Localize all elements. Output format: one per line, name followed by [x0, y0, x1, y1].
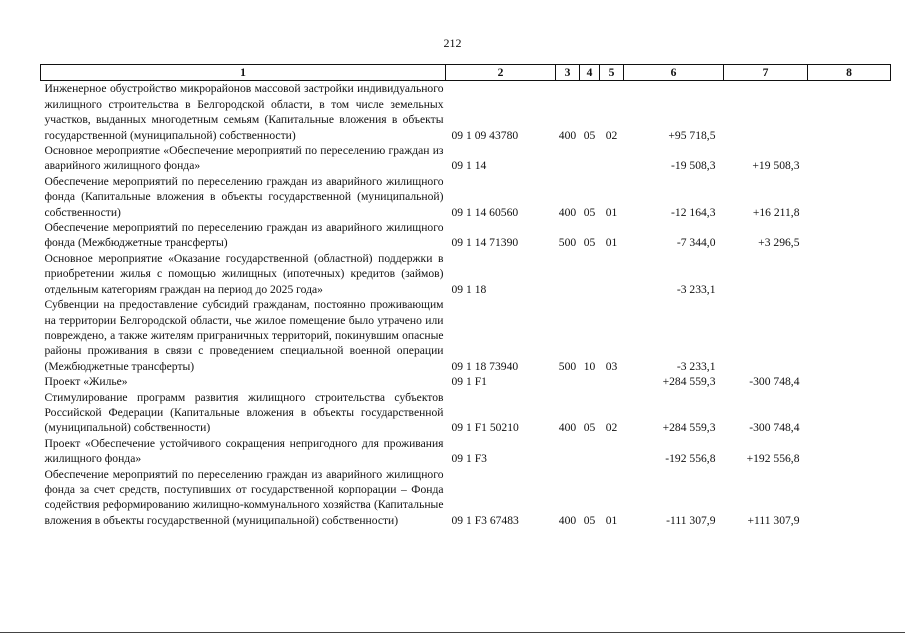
amount-col-8 — [808, 174, 891, 220]
table-row — [41, 220, 891, 251]
amount-col-6: -12 164,3 — [671, 205, 716, 219]
page-bottom-divider — [0, 632, 905, 633]
item-name: Инженерное обустройство микрорайонов массовой застройки индивидуального жилищного строительства в Белгородской области, в том числе земельных участков, выданных многодетным семьям (Капитальные вложения в объекты государственной (муниципальной) собственности) — [44, 82, 444, 142]
table-row — [41, 81, 891, 143]
amount-col-6: -19 508,3 — [671, 159, 716, 173]
header-col-1: 1 — [41, 65, 446, 81]
amount-col-6: +95 718,5 — [668, 128, 716, 142]
amount-col-8 — [808, 297, 891, 374]
item-name: Основное мероприятие «Оказание государственной (областной) поддержки в приобретении жилья с помощью жилищных (ипотечных) кредитов (займов) отдельным категориям граждан на период до 2025 года» — [44, 251, 444, 296]
amount-col-6: -192 556,8 — [665, 452, 716, 466]
expense-type: 400 — [558, 128, 577, 142]
expense-type: 500 — [558, 236, 577, 250]
budget-code: 09 1 14 60560 — [451, 205, 519, 219]
page-number: 212 — [443, 36, 462, 50]
amount-col-6: -7 344,0 — [676, 236, 716, 250]
expense-type: 400 — [558, 421, 577, 435]
amount-col-7: -300 748,4 — [749, 375, 800, 389]
header-col-2: 2 — [446, 65, 556, 81]
expense-type — [556, 436, 580, 467]
budget-code: 09 1 09 43780 — [451, 128, 519, 142]
item-name: Проект «Обеспечение устойчивого сокращения непригодного для проживания жилищного фонда» — [44, 436, 444, 466]
expense-type: 400 — [558, 513, 577, 527]
amount-col-8 — [808, 467, 891, 529]
section-code — [580, 374, 600, 389]
section-code — [580, 251, 600, 297]
amount-col-7: +19 508,3 — [752, 159, 800, 173]
amount-col-8 — [808, 374, 891, 389]
header-col-4: 4 — [580, 65, 600, 81]
table-row — [41, 297, 891, 374]
header-col-5: 5 — [600, 65, 624, 81]
expense-type: 500 — [558, 359, 577, 373]
subsection-code: 01 — [605, 236, 618, 250]
section-code: 05 — [583, 513, 596, 527]
item-name: Обеспечение мероприятий по переселению граждан из аварийного жилищного фонда (Межбюджетные трансферты) — [44, 221, 444, 250]
amount-col-7 — [724, 297, 808, 374]
subsection-code: 03 — [605, 359, 618, 373]
amount-col-6: +284 559,3 — [662, 421, 716, 435]
header-col-7: 7 — [724, 65, 808, 81]
item-name: Проект «Жилье» — [44, 375, 128, 389]
subsection-code — [600, 251, 624, 297]
amount-col-7: +16 211,8 — [752, 205, 800, 219]
amount-col-6: -111 307,9 — [666, 513, 716, 527]
amount-col-7 — [724, 81, 808, 143]
subsection-code: 01 — [605, 205, 618, 219]
section-code — [580, 143, 600, 174]
table-row — [41, 390, 891, 436]
item-name: Стимулирование программ развития жилищного строительства субъектов Российской Федерации (Капитальные вложения в объекты государственной (муниципальной) собственности) — [44, 390, 444, 435]
section-code: 05 — [583, 205, 596, 219]
amount-col-8 — [808, 436, 891, 467]
budget-code: 09 1 F3 67483 — [451, 513, 519, 527]
amount-col-8 — [808, 220, 891, 251]
subsection-code — [600, 436, 624, 467]
subsection-code: 01 — [605, 513, 618, 527]
expense-type: 400 — [558, 205, 577, 219]
subsection-code — [600, 143, 624, 174]
expense-type — [556, 143, 580, 174]
header-col-3: 3 — [556, 65, 580, 81]
header-col-6: 6 — [624, 65, 724, 81]
section-code: 05 — [583, 236, 596, 250]
section-code: 05 — [583, 128, 596, 142]
amount-col-8 — [808, 81, 891, 143]
table-row — [41, 374, 891, 389]
amount-col-7: +192 556,8 — [746, 452, 800, 466]
budget-table — [40, 64, 891, 528]
amount-col-6: +284 559,3 — [662, 375, 716, 389]
amount-col-7: +3 296,5 — [758, 236, 800, 250]
budget-code: 09 1 18 — [451, 282, 487, 296]
budget-code: 09 1 14 71390 — [451, 236, 519, 250]
amount-col-8 — [808, 251, 891, 297]
expense-type — [556, 374, 580, 389]
item-name: Обеспечение мероприятий по переселению граждан из аварийного жилищного фонда за счет средств, поступивших от государственной корпорации – Фонда содействия реформированию жилищно-коммунального хозяйства (Капитальные вложения в объекты государственной (муниципальной) собственности) — [44, 467, 444, 527]
item-name: Обеспечение мероприятий по переселению граждан из аварийного жилищного фонда (Капитальные вложения в объекты государственной (муниципальной) собственности) — [44, 174, 444, 219]
amount-col-6: -3 233,1 — [676, 282, 716, 296]
expense-type — [556, 251, 580, 297]
amount-col-7 — [724, 251, 808, 297]
subsection-code: 02 — [605, 421, 618, 435]
amount-col-6: -3 233,1 — [676, 359, 716, 373]
section-code — [580, 436, 600, 467]
budget-code: 09 1 F1 50210 — [451, 421, 519, 435]
amount-col-8 — [808, 143, 891, 174]
item-name: Субвенции на предоставление субсидий гражданам, постоянно проживающим на территории Белгородской области, чье жилое помещение было утрачено или повреждено, а также жителям приграничных территорий, покинувшим опасные районы проживания в связи с проведением специальной военной операции (Межбюджетные трансферты) — [44, 298, 444, 373]
budget-code: 09 1 F3 — [451, 452, 487, 466]
table-row — [41, 436, 891, 467]
amount-col-7: -300 748,4 — [749, 421, 800, 435]
header-row — [41, 65, 891, 81]
table-row — [41, 143, 891, 174]
budget-code: 09 1 18 73940 — [451, 359, 519, 373]
table-row — [41, 467, 891, 529]
table-row — [41, 174, 891, 220]
item-name: Основное мероприятие «Обеспечение мероприятий по переселению граждан из аварийного жилищного фонда» — [44, 144, 444, 173]
subsection-code: 02 — [605, 128, 618, 142]
subsection-code — [600, 374, 624, 389]
budget-code: 09 1 14 — [451, 159, 487, 173]
budget-code: 09 1 F1 — [451, 375, 487, 389]
table-row — [41, 251, 891, 297]
section-code: 10 — [583, 359, 596, 373]
section-code: 05 — [583, 421, 596, 435]
amount-col-8 — [808, 390, 891, 436]
header-col-8: 8 — [808, 65, 891, 81]
amount-col-7: +111 307,9 — [747, 513, 800, 527]
